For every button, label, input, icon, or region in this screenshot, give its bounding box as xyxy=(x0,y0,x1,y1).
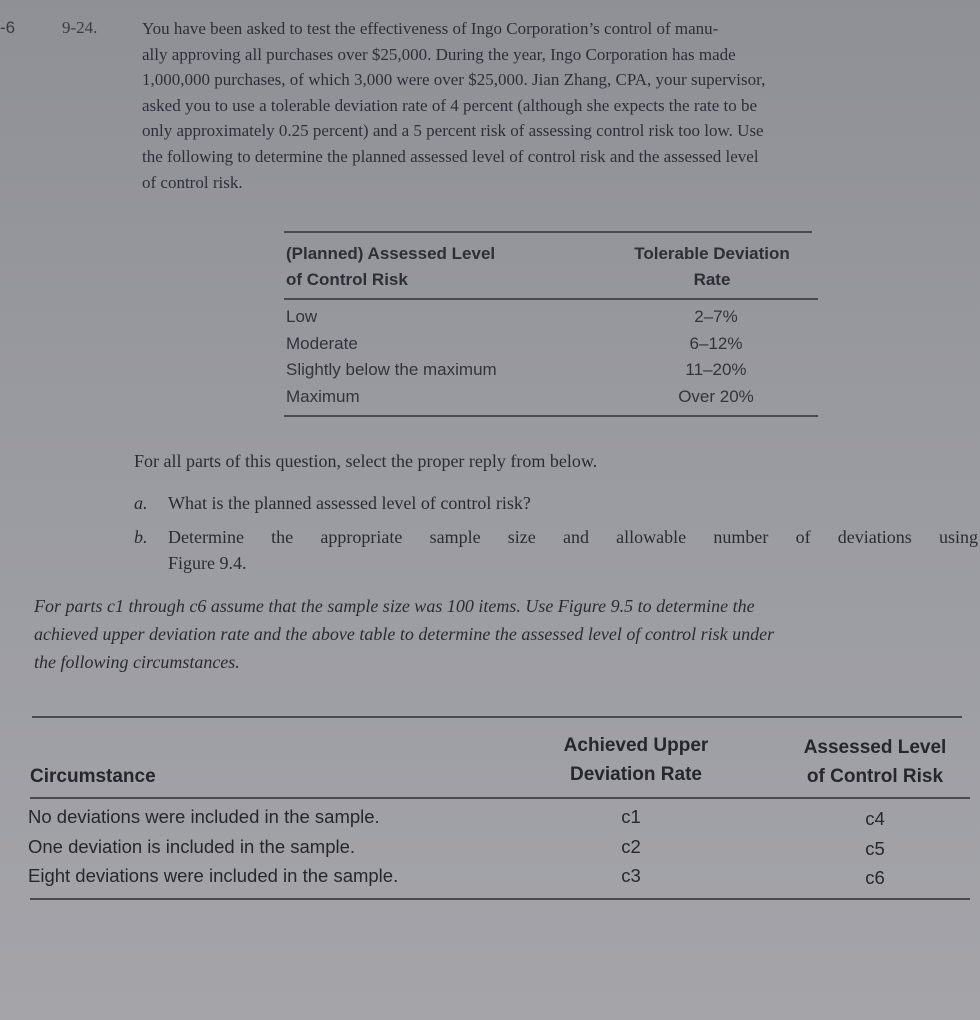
note-line: achieved upper deviation rate and the above table to determine the assessed level of control risk under xyxy=(34,624,775,644)
problem-line: You have been asked to test the effectiveness of Ingo Corporation’s control of manu- xyxy=(142,19,719,38)
problem-line: ally approving all purchases over $25,000. During the year, Ingo Corporation has made xyxy=(142,44,736,64)
table-cell: Eight deviations were included in the sample. xyxy=(28,865,399,886)
table-cell: c1 xyxy=(621,806,641,827)
table2-header-rate: Achieved Upper Deviation Rate xyxy=(563,735,709,785)
problem-line: 1,000,000 purchases, of which 3,000 were over $25,000. Jian Zhang, CPA, your supervisor, xyxy=(142,70,766,90)
table-header-level: (Planned) Assessed Level of Control Risk xyxy=(286,244,496,289)
table-bottom-rule xyxy=(284,415,818,417)
table-cell: c6 xyxy=(865,867,885,888)
table2-level-column xyxy=(840,804,910,893)
part-a-letter: a. xyxy=(134,493,148,513)
problem-line: the following to determine the planned assessed level of control risk and the assessed level xyxy=(142,146,759,166)
problem-line: asked you to use a tolerable deviation rate of 4 percent (although she expects the rate to be xyxy=(142,95,758,115)
table-cell: 2–7% xyxy=(694,307,738,326)
table2-bottom-rule xyxy=(30,898,970,900)
table-cell: Maximum xyxy=(286,386,360,406)
table2-circumstance-column xyxy=(28,802,398,891)
table-header-rate: Tolerable Deviation Rate xyxy=(634,244,790,289)
problem-statement xyxy=(142,16,962,195)
table2-header-rule xyxy=(30,797,970,799)
table-cell: 11–20% xyxy=(685,360,747,379)
table-top-rule xyxy=(284,231,812,233)
table2-header-level: Assessed Level of Control Risk xyxy=(803,737,947,787)
part-b-letter: b. xyxy=(134,527,148,547)
table-cell: 6–12% xyxy=(689,333,743,353)
table-cell: c2 xyxy=(621,835,641,857)
table-cell: c4 xyxy=(865,808,885,829)
problem-line: only approximately 0.25 percent) and a 5 percent risk of assessing control risk too low. Use xyxy=(142,121,764,141)
table-level-column xyxy=(286,304,497,410)
table-cell: c3 xyxy=(621,865,641,886)
note-line: the following circumstances. xyxy=(34,652,240,672)
table-header-rule xyxy=(284,298,818,300)
part-b-line-1: Determine the appropriate sample size and allowable number of deviations using xyxy=(168,527,978,547)
table-cell: Moderate xyxy=(286,333,358,353)
table2-rate-column xyxy=(596,802,666,891)
problem-number: 9-24. xyxy=(62,18,98,37)
problem-line: of control risk. xyxy=(142,172,243,192)
note-line: For parts c1 through c6 assume that the sample size was 100 items. Use Figure 9.5 to determine the xyxy=(34,596,755,616)
table-cell: One deviation is included in the sample. xyxy=(28,835,356,857)
table-cell: Over 20% xyxy=(678,386,754,406)
table2-header-circumstance: Circumstance xyxy=(30,766,156,787)
part-b-line-2: Figure 9.4. xyxy=(168,553,247,573)
table-rate-column xyxy=(616,304,816,410)
table-cell: No deviations were included in the sample. xyxy=(28,806,380,827)
table-cell: Slightly below the maximum xyxy=(286,360,497,379)
instructions: For all parts of this question, select the proper reply from below. xyxy=(134,451,598,471)
page-tag: -6 xyxy=(0,18,16,37)
table-cell: c5 xyxy=(865,837,885,859)
table-cell: Low xyxy=(286,307,318,326)
italic-instructions xyxy=(34,592,980,676)
part-a-text: What is the planned assessed level of control risk? xyxy=(168,493,531,513)
table2-top-rule xyxy=(32,716,962,718)
